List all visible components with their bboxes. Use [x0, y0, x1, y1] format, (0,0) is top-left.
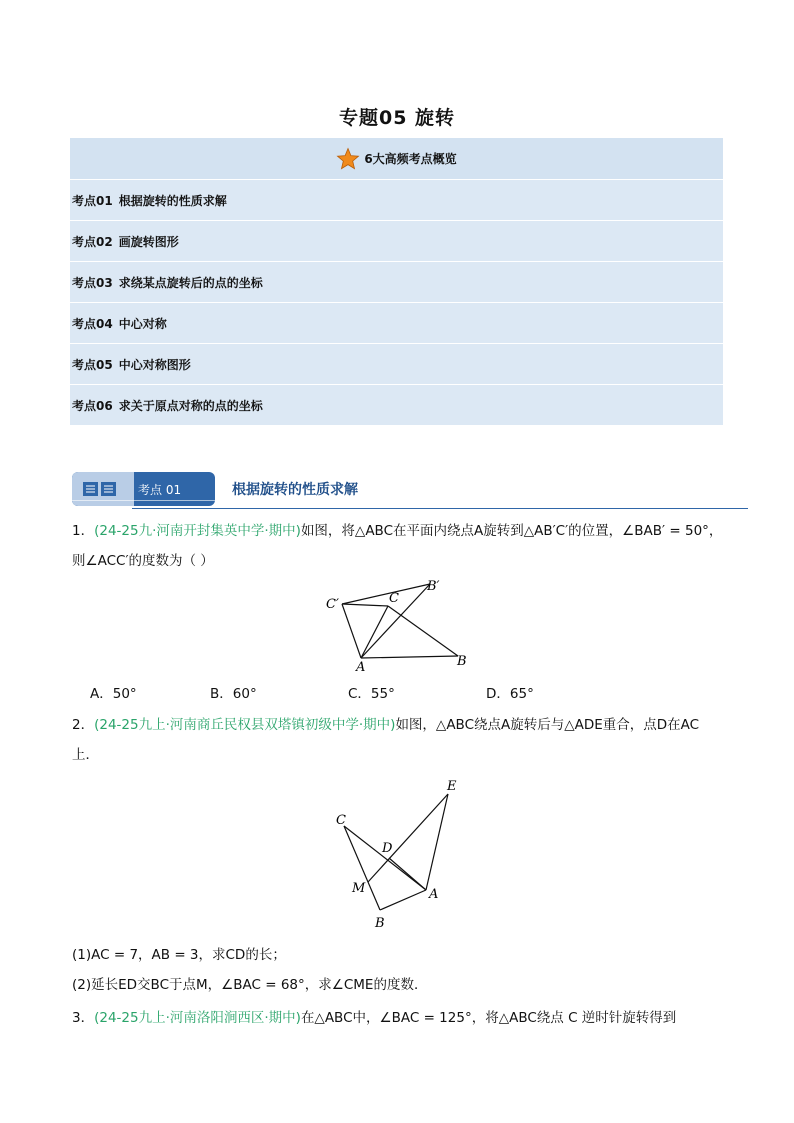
label-b: B [457, 654, 467, 669]
overview-item: 考点05 中心对称图形 [70, 344, 723, 385]
overview-table [70, 138, 723, 426]
label-m: M [352, 881, 366, 896]
overview-item: 考点01 根据旋转的性质求解 [70, 180, 723, 221]
label-b-prime: B′ [427, 579, 440, 594]
overview-item: 考点03 求绕某点旋转后的点的坐标 [70, 262, 723, 303]
question-2-parts [72, 940, 732, 1000]
section-title: 根据旋转的性质求解 [232, 482, 358, 498]
question-2-line-2: 上． [72, 747, 99, 763]
question-source: (24-25九·河南开封集英中学·期中) [94, 523, 301, 539]
label-a: A [356, 660, 366, 672]
section-code: 考点 01 [138, 483, 182, 497]
book-icon [82, 481, 118, 497]
overview-item: 考点06 求关于原点对称的点的坐标 [70, 385, 723, 426]
question-source: (24-25九上·河南洛阳涧西区·期中) [94, 1010, 301, 1026]
question-1 [72, 516, 732, 576]
label-d: D [382, 841, 393, 856]
question-2-part-2: (2)延长ED交BC于点M，∠BAC = 68°，求∠CME的度数． [72, 977, 428, 993]
overview-item: 考点04 中心对称 [70, 303, 723, 344]
question-2 [72, 710, 732, 770]
label-a: A [429, 887, 439, 902]
question-1-line-2: 则∠ACC′的度数为（ ） [72, 553, 214, 569]
overview-heading-text: 6大高频考点概览 [364, 152, 457, 166]
choice-a[interactable]: A．50° [90, 686, 137, 702]
question-source: (24-25九上·河南商丘民权县双塔镇初级中学·期中) [94, 717, 396, 733]
question-2-line-1: 2．(24-25九上·河南商丘民权县双塔镇初级中学·期中)如图，△ABC绕点A旋转后与△ADE重合，点D在AC [72, 717, 700, 733]
choice-b[interactable]: B．60° [210, 686, 257, 702]
question-1-figure [316, 572, 476, 672]
label-c: C [389, 591, 399, 606]
question-3 [72, 1003, 732, 1033]
choice-c[interactable]: C．55° [348, 686, 395, 702]
label-b: B [375, 916, 385, 931]
label-e: E [447, 779, 457, 794]
label-c-prime: C′ [326, 597, 339, 612]
overview-item: 考点02 画旋转图形 [70, 221, 723, 262]
question-1-line-1: 1．(24-25九·河南开封集英中学·期中)如图，将△ABC在平面内绕点A旋转到△AB′C′的位置，∠BAB′ = 50°， [72, 523, 723, 539]
section-banner [72, 472, 748, 508]
star-icon [336, 147, 360, 171]
label-c: C [336, 813, 346, 828]
section-divider [132, 508, 748, 509]
choice-d[interactable]: D．65° [486, 686, 534, 702]
question-2-part-1: (1)AC = 7，AB = 3，求CD的长； [72, 947, 286, 963]
question-1-choices [90, 682, 690, 706]
overview-heading [70, 138, 723, 180]
section-pill [72, 472, 215, 506]
page-title: 专题05 旋转 [338, 107, 456, 129]
question-2-figure [330, 776, 470, 932]
question-3-line-1: 3．(24-25九上·河南洛阳涧西区·期中)在△ABC中，∠BAC = 125°，将△ABC绕点 C 逆时针旋转得到 [72, 1010, 677, 1026]
